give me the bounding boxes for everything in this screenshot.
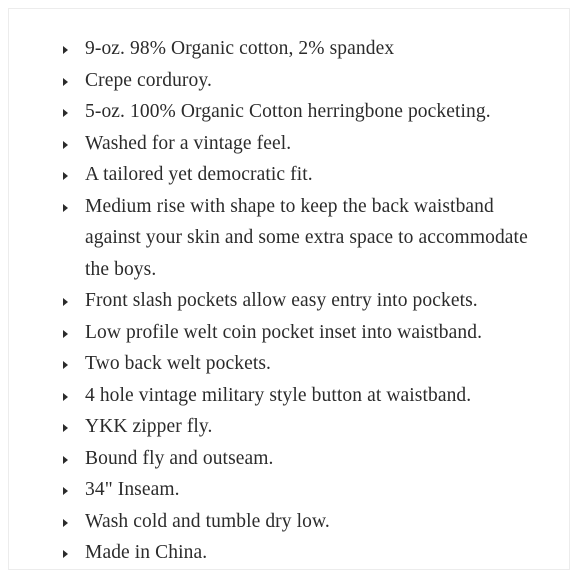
list-item bbox=[9, 317, 569, 349]
document-frame bbox=[8, 8, 570, 570]
list-item bbox=[9, 348, 569, 380]
bullet-icon bbox=[63, 487, 68, 495]
list-item-text: YKK zipper fly. bbox=[85, 416, 213, 437]
list-item-text: A tailored yet democratic fit. bbox=[85, 164, 313, 185]
bullet-icon bbox=[63, 172, 68, 180]
bullet-icon bbox=[63, 550, 68, 558]
list-item-text: 4 hole vintage military style button at waistband. bbox=[85, 384, 472, 406]
bullet-icon bbox=[63, 456, 68, 464]
list-item-text: Medium rise with shape to keep the back waistband against your skin and some extra space to accommodate the boys. bbox=[85, 195, 528, 280]
list-item bbox=[9, 506, 569, 538]
list-item bbox=[9, 96, 569, 128]
list-item bbox=[9, 159, 569, 191]
list-item-text: 34" Inseam. bbox=[85, 479, 180, 500]
list-item bbox=[9, 537, 569, 569]
bullet-icon bbox=[63, 393, 68, 401]
list-item-text: 5-oz. 100% Organic Cotton herringbone pocketing. bbox=[85, 101, 491, 122]
list-item-text: Low profile welt coin pocket inset into waistband. bbox=[85, 321, 483, 343]
bullet-icon bbox=[63, 204, 68, 212]
bullet-icon bbox=[63, 424, 68, 432]
bullet-icon bbox=[63, 78, 68, 86]
list-item bbox=[9, 65, 569, 97]
list-item bbox=[9, 191, 569, 286]
bullet-icon bbox=[63, 298, 68, 306]
list-item bbox=[9, 33, 569, 65]
list-item bbox=[9, 474, 569, 506]
feature-list bbox=[9, 33, 569, 569]
list-item-text: Made in China. bbox=[85, 542, 208, 563]
list-item-text: Two back welt pockets. bbox=[85, 353, 272, 374]
list-item-text: Washed for a vintage feel. bbox=[85, 132, 292, 154]
bullet-icon bbox=[63, 361, 68, 369]
list-item-text: Front slash pockets allow easy entry into pockets. bbox=[85, 290, 478, 311]
list-item bbox=[9, 285, 569, 317]
list-item bbox=[9, 443, 569, 475]
list-item bbox=[9, 380, 569, 412]
list-item-text: Bound fly and outseam. bbox=[85, 447, 274, 469]
list-item bbox=[9, 411, 569, 443]
list-item-text: 9-oz. 98% Organic cotton, 2% spandex bbox=[85, 38, 395, 59]
bullet-icon bbox=[63, 519, 68, 527]
bullet-icon bbox=[63, 330, 68, 338]
list-item-text: Wash cold and tumble dry low. bbox=[85, 510, 330, 532]
list-item bbox=[9, 128, 569, 160]
bullet-icon bbox=[63, 141, 68, 149]
list-item-text: Crepe corduroy. bbox=[85, 69, 212, 91]
bullet-icon bbox=[63, 109, 68, 117]
bullet-icon bbox=[63, 46, 68, 54]
